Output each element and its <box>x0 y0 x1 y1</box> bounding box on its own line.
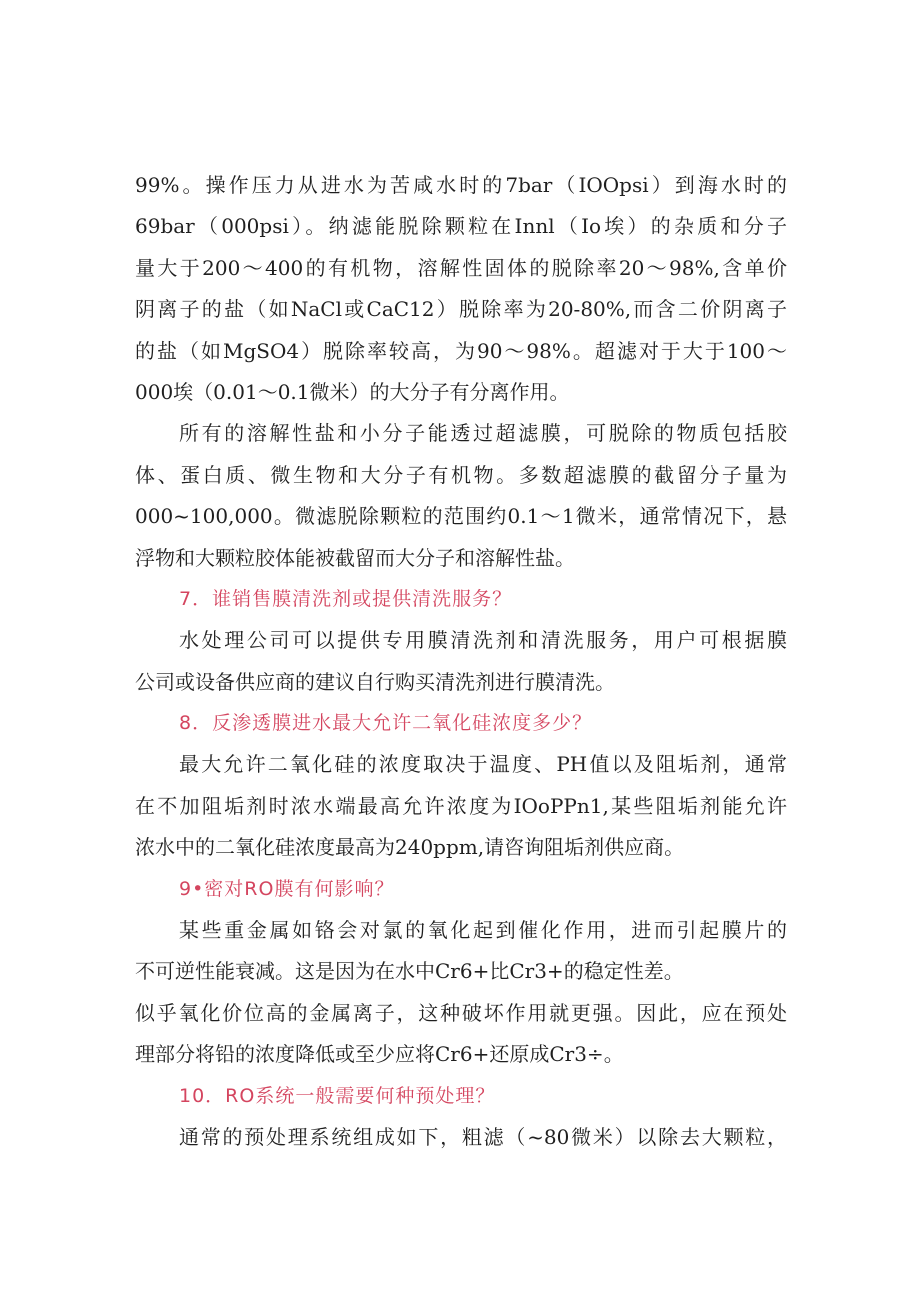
body-text-line: 浓水中的二氧化硅浓度最高为240ppm,请咨询阻垢剂供应商。 <box>135 835 685 860</box>
body-text-line: 阴离子的盐（如NaCl或CaC12）脱除率为20-80%,而含二价阴离子 <box>135 297 787 322</box>
body-text-line: 在不加阻垢剂时浓水端最高允许浓度为IOoPPn1,某些阻垢剂能允许 <box>135 793 787 818</box>
question-heading-7: 7．谁销售膜清洗剂或提供清洗服务？ <box>179 587 513 610</box>
body-text-line: 理部分将铅的浓度降低或至少应将Cr6+还原成Cr3÷。 <box>135 1042 624 1067</box>
body-text-line: 体、蛋白质、微生物和大分子有机物。多数超滤膜的截留分子量为 <box>135 462 787 487</box>
body-text-line: 的盐（如MgSO4）脱除率较高，为90～98%。超滤对于大于100～ <box>135 338 787 363</box>
body-text-line: 99%。操作压力从进水为苦咸水时的7bar（IOOpsi）到海水时的 <box>135 173 787 197</box>
question-heading-9: 9•密对RO膜有何影响？ <box>179 877 395 900</box>
body-text-line: 水处理公司可以提供专用膜清洗剂和清洗服务，用户可根据膜 <box>179 628 787 653</box>
body-text-line: 似乎氧化价位高的金属离子，这种破坏作用就更强。因此，应在预处 <box>135 1000 787 1025</box>
body-text-line: 000埃（0.01～0.1微米）的大分子有分离作用。 <box>135 379 570 404</box>
body-text-line: 000~100,000。微滤脱除颗粒的范围约0.1～1微米，通常情况下，悬 <box>135 504 787 529</box>
body-text-line: 某些重金属如铬会对氯的氧化起到催化作用，进而引起膜片的 <box>179 918 787 943</box>
body-text-line: 量大于200～400的有机物，溶解性固体的脱除率20～98%,含单价 <box>135 255 787 280</box>
body-text-line: 公司或设备供应商的建议自行购买清洗剂进行膜清洗。 <box>135 669 615 694</box>
question-heading-8: 8．反渗透膜进水最大允许二氧化硅浓度多少？ <box>179 712 593 735</box>
body-text-line: 浮物和大颗粒胶体能被截留而大分子和溶解性盐。 <box>135 545 575 570</box>
body-text-line: 最大允许二氧化硅的浓度取决于温度、PH值以及阻垢剂，通常 <box>179 752 787 777</box>
body-text-line: 不可逆性能衰减。这是因为在水中Cr6+比Cr3+的稳定性差。 <box>135 959 684 984</box>
body-text-line: 通常的预处理系统组成如下，粗滤（~80微米）以除去大颗粒， <box>179 1124 787 1149</box>
body-text-line: 所有的溶解性盐和小分子能透过超滤膜，可脱除的物质包括胶 <box>179 421 787 446</box>
question-heading-10: 10．RO系统一般需要何种预处理？ <box>179 1084 496 1107</box>
document-body <box>135 165 787 1158</box>
body-text-line: 69bar（000psi）。纳滤能脱除颗粒在Innl（Io埃）的杂质和分子 <box>135 214 787 239</box>
